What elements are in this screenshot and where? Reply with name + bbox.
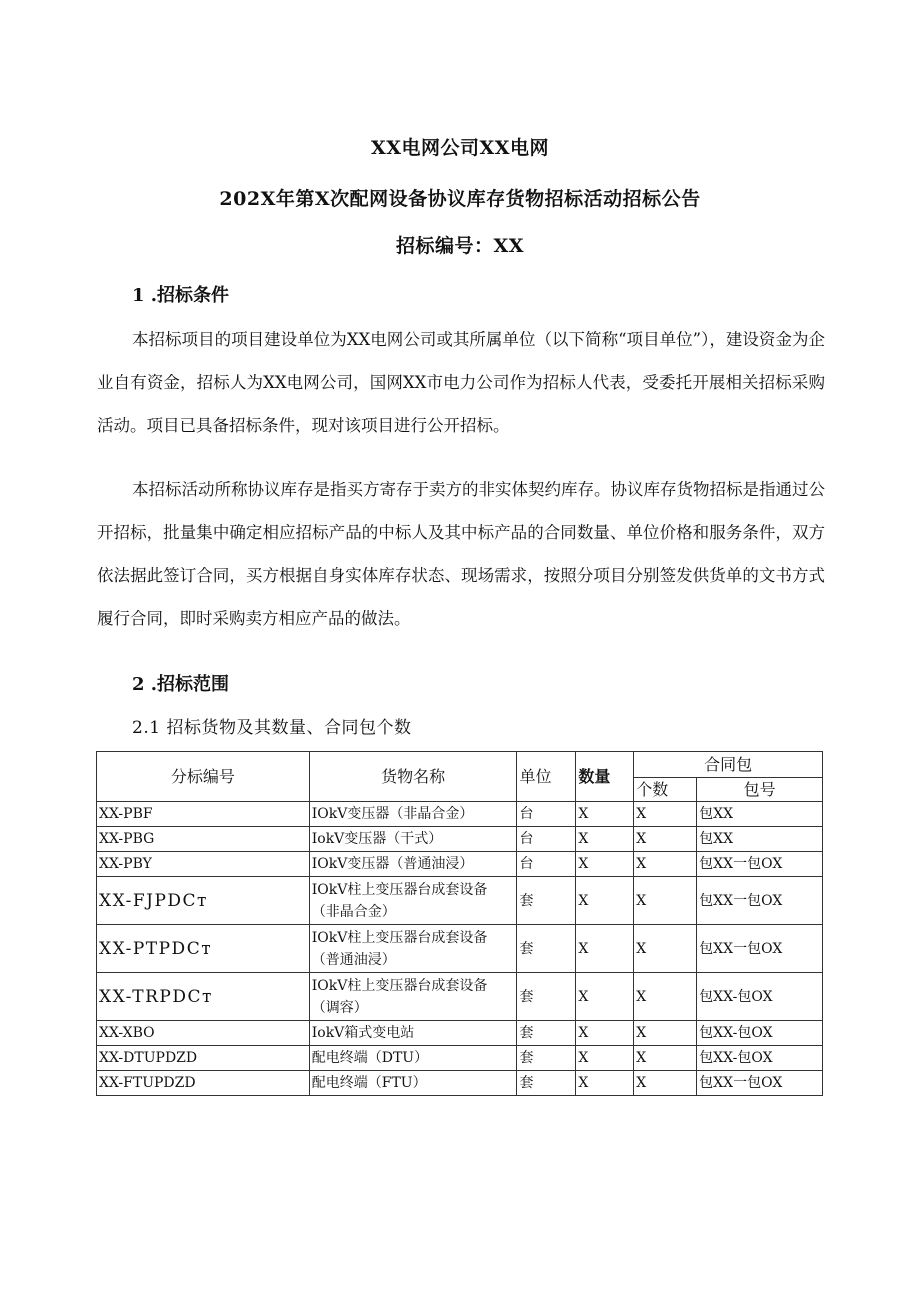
cell-package: 包XX一包OX — [697, 852, 823, 877]
announcement-title: 202X年第X次配网设备协议库存货物招标活动招标公告 — [219, 188, 701, 210]
table-row — [97, 1071, 823, 1096]
cell-count: X — [634, 877, 697, 925]
cell-count: X — [634, 802, 697, 827]
cell-count: X — [634, 852, 697, 877]
cell-unit: 套 — [517, 1046, 576, 1071]
cell-qty: X — [576, 802, 634, 827]
cell-code: XX-XBO — [97, 1021, 310, 1046]
table-row — [97, 827, 823, 852]
cell-code: XX-TRPDCт — [97, 973, 310, 1021]
cell-name: IOkV变压器（普通油浸） — [309, 852, 517, 877]
cell-name: IOkV柱上变压器台成套设备（非晶合金） — [309, 877, 517, 925]
table-row — [97, 1021, 823, 1046]
cell-unit: 套 — [517, 1021, 576, 1046]
header-package-no: 包号 — [697, 778, 823, 802]
cell-code: XX-PBF — [97, 802, 310, 827]
cell-count: X — [634, 1071, 697, 1096]
cell-name: 配电终端（FTU） — [309, 1071, 517, 1096]
goods-table — [96, 751, 823, 1096]
cell-name: IOkV柱上变压器台成套设备（普通油浸） — [309, 925, 517, 973]
table-row — [97, 802, 823, 827]
cell-count: X — [634, 925, 697, 973]
cell-package: 包XX-包OX — [697, 973, 823, 1021]
cell-package: 包XX一包OX — [697, 877, 823, 925]
cell-package: 包XX — [697, 827, 823, 852]
table-row — [97, 852, 823, 877]
cell-count: X — [634, 973, 697, 1021]
cell-name: IOkV柱上变压器台成套设备（调容） — [309, 973, 517, 1021]
cell-code: XX-DTUPDZD — [97, 1046, 310, 1071]
cell-qty: X — [576, 852, 634, 877]
cell-package: 包XX一包OX — [697, 1071, 823, 1096]
cell-code: XX-PTPDCт — [97, 925, 310, 973]
cell-unit: 套 — [517, 1071, 576, 1096]
cell-count: X — [634, 827, 697, 852]
cell-package: 包XX — [697, 802, 823, 827]
table-row — [97, 973, 823, 1021]
header-contract-package: 合同包 — [634, 752, 823, 778]
header-unit: 单位 — [517, 752, 576, 802]
table-row — [97, 877, 823, 925]
section1-paragraph1: 本招标项目的项目建设单位为XX电网公司或其所属单位（以下简称“项目单位”），建设资金为企业自有资金，招标人为XX电网公司，国网XX市电力公司作为招标人代表，受委托开展相关招标采购活动。项目已具备招标条件，现对该项目进行公开招标。 — [97, 330, 825, 435]
section2-heading: 2 .招标范围 — [132, 674, 230, 695]
cell-count: X — [634, 1046, 697, 1071]
section1-heading: 1 .招标条件 — [132, 285, 230, 306]
cell-name: IokV箱式变电站 — [309, 1021, 517, 1046]
cell-qty: X — [576, 1046, 634, 1071]
cell-name: IOkV变压器（非晶合金） — [309, 802, 517, 827]
company-title: XX电网公司XX电网 — [371, 137, 549, 159]
cell-count: X — [634, 1021, 697, 1046]
cell-name: 配电终端（DTU） — [309, 1046, 517, 1071]
cell-code: XX-FJPDCт — [97, 877, 310, 925]
cell-unit: 台 — [517, 802, 576, 827]
tender-number: 招标编号：XX — [396, 235, 524, 257]
section2-subheading: 2.1 招标货物及其数量、合同包个数 — [132, 718, 412, 738]
cell-unit: 套 — [517, 877, 576, 925]
cell-unit: 台 — [517, 852, 576, 877]
cell-code: XX-PBY — [97, 852, 310, 877]
cell-qty: X — [576, 877, 634, 925]
cell-code: XX-FTUPDZD — [97, 1071, 310, 1096]
cell-qty: X — [576, 925, 634, 973]
header-qty: 数量 — [576, 752, 634, 802]
cell-name: IokV变压器（干式） — [309, 827, 517, 852]
cell-qty: X — [576, 827, 634, 852]
cell-qty: X — [576, 1021, 634, 1046]
cell-package: 包XX-包OX — [697, 1046, 823, 1071]
header-code: 分标编号 — [97, 752, 310, 802]
table-row — [97, 1046, 823, 1071]
cell-unit: 套 — [517, 973, 576, 1021]
header-name: 货物名称 — [309, 752, 517, 802]
cell-unit: 台 — [517, 827, 576, 852]
cell-qty: X — [576, 973, 634, 1021]
cell-package: 包XX一包OX — [697, 925, 823, 973]
cell-qty: X — [576, 1071, 634, 1096]
cell-package: 包XX-包OX — [697, 1021, 823, 1046]
cell-unit: 套 — [517, 925, 576, 973]
header-count: 个数 — [634, 778, 697, 802]
section1-paragraph2: 本招标活动所称协议库存是指买方寄存于卖方的非实体契约库存。协议库存货物招标是指通过公开招标，批量集中确定相应招标产品的中标人及其中标产品的合同数量、单位价格和服务条件，双方依法据此签订合同，买方根据自身实体库存状态、现场需求，按照分项目分别签发供货单的文书方式履行合同，即时采购卖方相应产品的做法。 — [97, 480, 825, 628]
cell-code: XX-PBG — [97, 827, 310, 852]
table-row — [97, 925, 823, 973]
